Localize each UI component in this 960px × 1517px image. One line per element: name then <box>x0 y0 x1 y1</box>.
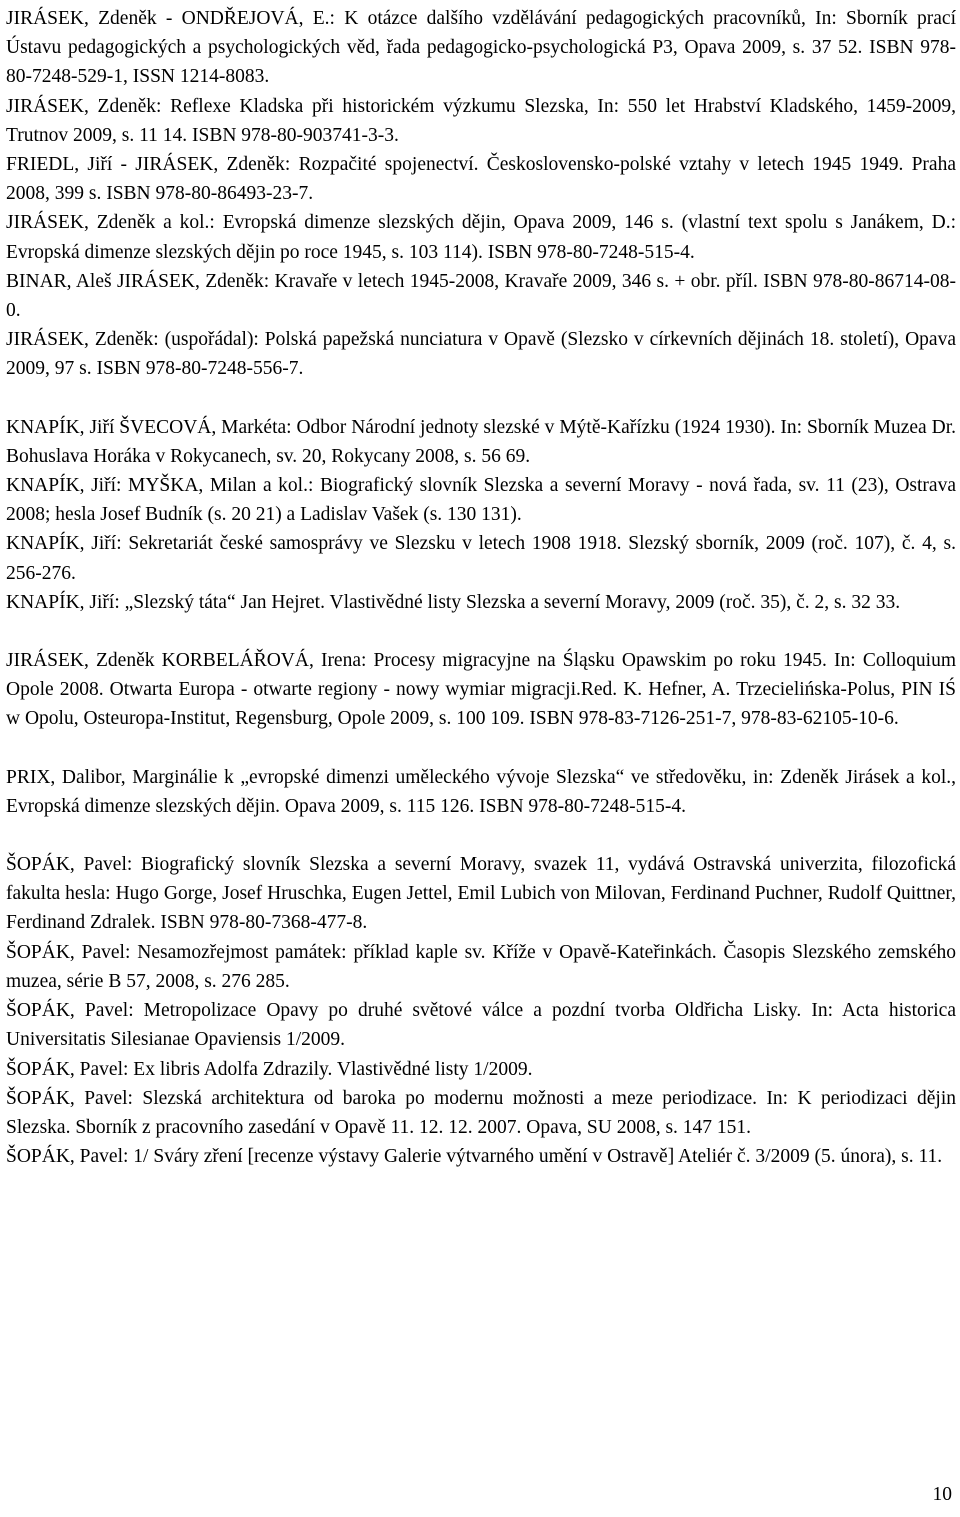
bibliography-entry: ŠOPÁK, Pavel: Biografický slovník Slezska a severní Moravy, svazek 11, vydává Ostravská univerzita, filozofická fakulta hesla: Hugo Gorge, Josef Hruschka, Eugen Jettel, Emil Lubich von Milovan, Ferdinand Puchner, Rudolf Quittner, Ferdinand Zdralek. ISBN 978-80-7368-477-8. <box>6 854 956 934</box>
bibliography-entry: KNAPÍK, Jiří: MYŠKA, Milan a kol.: Biografický slovník Slezska a severní Moravy - nová řada, sv. 11 (23), Ostrava 2008; hesla Josef Budník (s. 20 21) a Ladislav Vašek (s. 130 131). <box>6 475 956 526</box>
bibliography-entry: ŠOPÁK, Pavel: Nesamozřejmost památek: příklad kaple sv. Kříže v Opavě-Kateřinkách. Časopis Slezského zemského muzea, série B 57, 2008, s. 276 285. <box>6 941 956 992</box>
entry-group-5 <box>6 850 956 1171</box>
bibliography-entry: ŠOPÁK, Pavel: Ex libris Adolfa Zdrazily. Vlastivědné listy 1/2009. <box>6 1058 533 1080</box>
paragraph-gap <box>6 821 956 850</box>
entry-group-4 <box>6 763 956 821</box>
bibliography-entry: JIRÁSEK, Zdeněk a kol.: Evropská dimenze slezských dějin, Opava 2009, 146 s. (vlastní text spolu s Janákem, D.: Evropská dimenze slezských dějin po roce 1945, s. 103 114). ISBN 978-80-7248-515-4. <box>6 212 956 263</box>
bibliography-entry: KNAPÍK, Jiří: „Slezský táta“ Jan Hejret. Vlastivědné listy Slezska a severní Moravy, 2009 (roč. 35), č. 2, s. 32 33. <box>6 591 901 613</box>
bibliography-entry: PRIX, Dalibor, Marginálie k „evropské dimenzi uměleckého vývoje Slezska“ ve středověku, in: Zdeněk Jirásek a kol., Evropská dimenze slezských dějin. Opava 2009, s. 115 126. ISBN 978-80-7248-515-4. <box>6 766 956 817</box>
bibliography-entry: ŠOPÁK, Pavel: Slezská architektura od baroka po modernu možnosti a meze periodizace. In: K periodizaci dějin Slezska. Sborník z pracovního zasedání v Opavě 11. 12. 12. 2007. Opava, SU 2008, s. 147 151. <box>6 1087 956 1138</box>
paragraph-gap <box>6 384 956 413</box>
bibliography-page <box>6 4 956 1171</box>
bibliography-entry: JIRÁSEK, Zdeněk: Reflexe Kladska při historickém výzkumu Slezska, In: 550 let Hrabství Kladského, 1459-2009, Trutnov 2009, s. 11 14. ISBN 978-80-903741-3-3. <box>6 95 956 146</box>
bibliography-entry: JIRÁSEK, Zdeněk: (uspořádal): Polská papežská nunciatura v Opavě (Slezsko v církevních dějinách 18. století), Opava 2009, 97 s. ISBN 978-80-7248-556-7. <box>6 329 956 380</box>
entry-group-1 <box>6 4 956 384</box>
entry-group-2 <box>6 413 956 617</box>
bibliography-entry: ŠOPÁK, Pavel: 1/ Sváry zření [recenze výstavy Galerie výtvarného umění v Ostravě] Ateliér č. 3/2009 (5. února), s. 11. <box>6 1146 943 1168</box>
paragraph-gap <box>6 734 956 763</box>
bibliography-entry: KNAPÍK, Jiří ŠVECOVÁ, Markéta: Odbor Národní jednoty slezské v Mýtě-Kařízku (1924 1930). In: Sborník Muzea Dr. Bohuslava Horáka v Rokycanech, sv. 20, Rokycany 2008, s. 56 69. <box>6 416 956 467</box>
entry-group-3 <box>6 646 956 734</box>
bibliography-entry: KNAPÍK, Jiří: Sekretariát české samosprávy ve Slezsku v letech 1908 1918. Slezský sborník, 2009 (roč. 107), č. 4, s. 256-276. <box>6 533 956 584</box>
bibliography-entry: FRIEDL, Jiří - JIRÁSEK, Zdeněk: Rozpačité spojenectví. Československo-polské vztahy v letech 1945 1949. Praha 2008, 399 s. ISBN 978-80-86493-23-7. <box>6 154 956 205</box>
bibliography-entry: ŠOPÁK, Pavel: Metropolizace Opavy po druhé světové válce a pozdní tvorba Oldřicha Lisky. In: Acta historica Universitatis Silesianae Opaviensis 1/2009. <box>6 1000 956 1051</box>
page-number: 10 <box>932 1484 952 1505</box>
paragraph-gap <box>6 617 956 646</box>
bibliography-entry: JIRÁSEK, Zdeněk KORBELÁŘOVÁ, Irena: Procesy migracyjne na Śląsku Opawskim po roku 1945. In: Colloquium Opole 2008. Otwarta Europa - otwarte regiony - nowy wymiar migracji.Red. K. Hefner, A. Trzecielińska-Polus, PIN IŚ w Opolu, Osteuropa-Institut, Regensburg, Opole 2009, s. 100 109. ISBN 978-83-7126-251-7, 978-83-62105-10-6. <box>6 650 956 730</box>
bibliography-entry: BINAR, Aleš JIRÁSEK, Zdeněk: Kravaře v letech 1945-2008, Kravaře 2009, 346 s. + obr. příl. ISBN 978-80-86714-08-0. <box>6 270 956 322</box>
bibliography-entry: JIRÁSEK, Zdeněk - ONDŘEJOVÁ, E.: K otázce dalšího vzdělávání pedagogických pracovníků, In: Sborník prací Ústavu pedagogických a psychologických věd, řada pedagogicko-psychologická P3, Opava 2009, s. 37 52. ISBN 978-80-7248-529-1, ISSN 1214-8083. <box>6 8 956 88</box>
